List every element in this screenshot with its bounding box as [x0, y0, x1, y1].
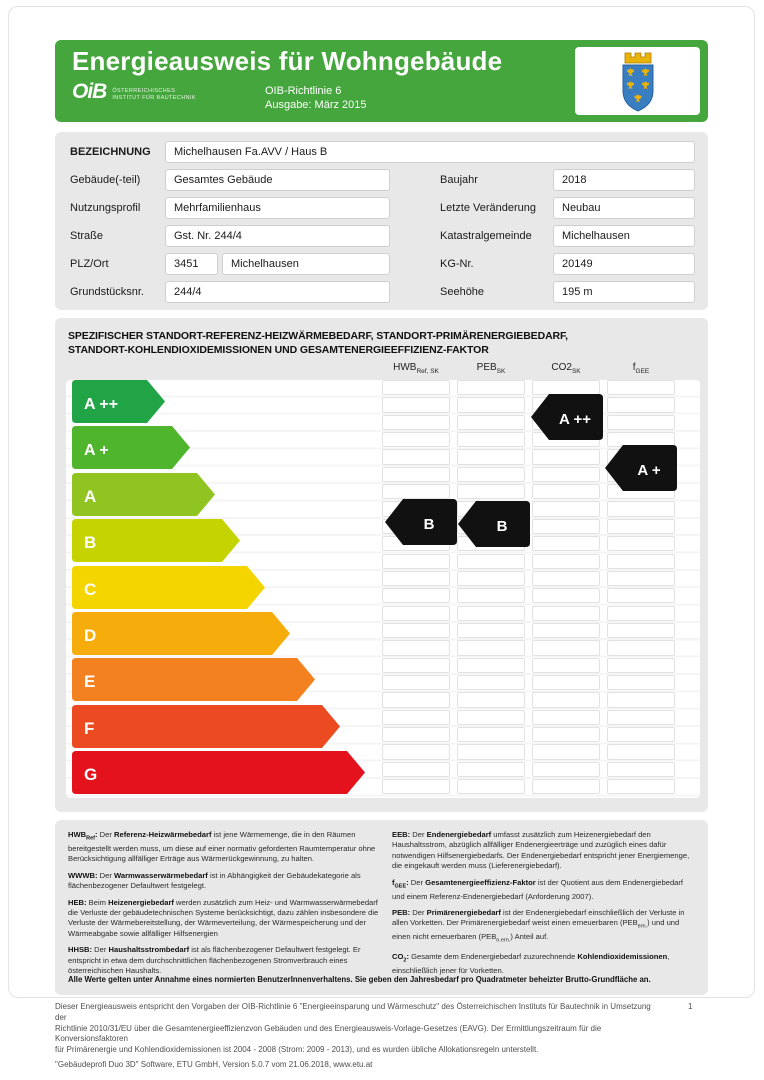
grid-cell: [532, 710, 600, 725]
grid-cell: [532, 640, 600, 655]
energy-rating-chart-panel: [55, 318, 708, 812]
grid-cell: [457, 432, 525, 447]
grid-cell: [532, 623, 600, 638]
grid-cell: [457, 380, 525, 395]
plz-ort-label: PLZ/Ort: [70, 258, 109, 270]
nutzungsprofil-value: Mehrfamilienhaus: [165, 197, 390, 219]
column-header-peb: [457, 362, 525, 375]
grid-cell: [607, 640, 675, 655]
rating-indicator-hwb-ref-sk: [385, 499, 457, 545]
baujahr-label: Baujahr: [440, 174, 478, 186]
grid-cell: [532, 692, 600, 707]
energy-band-A: [72, 473, 215, 516]
grid-cell: [457, 449, 525, 464]
grid-cell: [532, 484, 600, 499]
grid-cell: [532, 727, 600, 742]
grid-cell: [607, 727, 675, 742]
grid-cell: [607, 536, 675, 551]
definition-paragraph: EEB: Der Endenergiebedarf umfasst zusätzlich zum Heizenergiebedarf den Haushaltsstrom, abzüglich allfälliger Endenergieerträge und zuzüglich eines dafür notwendigen Hilfsenergiebedarfs. Der Endenergiebedarf entspricht jener Energiemenge, die eingekauft werden muss (Lieferenergiebedarf).: [392, 830, 690, 871]
grid-cell: [457, 658, 525, 673]
grid-cell: [532, 380, 600, 395]
column-header-peb-main: PEB: [476, 362, 497, 373]
chart-title-line2: STANDORT-KOHLENDIOXIDEMISSIONEN UND GESAMTENERGIEEFFIZIENZ-FAKTOR: [68, 344, 489, 356]
energy-band-E: [72, 658, 315, 701]
grid-cell: [382, 727, 450, 742]
values-note: Alle Werte gelten unter Annahme eines normierten BenutzerInnenverhaltens. Sie geben den Jahresbedarf pro Quadratmeter beheizter Brutto-Grundfläche an.: [68, 975, 651, 984]
seehoehe-label: Seehöhe: [440, 286, 485, 298]
certificate-header: [55, 40, 708, 122]
oib-logo-line2: INSTITUT FÜR BAUTECHNIK: [112, 95, 197, 101]
grid-cell: [607, 519, 675, 534]
grid-cell: [457, 762, 525, 777]
grid-cell: [607, 779, 675, 794]
grid-cell: [607, 397, 675, 412]
grid-cell: [607, 762, 675, 777]
page-number: 1: [688, 1002, 693, 1011]
grid-cell: [382, 606, 450, 621]
gebaeudeteil-value: Gesamtes Gebäude: [165, 169, 390, 191]
definitions-panel: [55, 820, 708, 995]
svg-text:B: B: [423, 516, 435, 533]
grid-cell: [607, 588, 675, 603]
kg-nr-value: 20149: [553, 253, 695, 275]
katastralgemeinde-label: Katastralgemeinde: [440, 230, 532, 242]
grid-cell: [457, 397, 525, 412]
energy-band-A+: [72, 426, 190, 469]
letzte-veraenderung-value: Neubau: [553, 197, 695, 219]
richtlinie-info: [265, 84, 367, 112]
ort-value: Michelhausen: [222, 253, 390, 275]
strasse-value: Gst. Nr. 244/4: [165, 225, 390, 247]
rating-indicator-co2-sk: [531, 394, 603, 440]
grid-cell: [382, 640, 450, 655]
column-header-co2-sub: SK: [571, 368, 581, 375]
lower-austria-coat-of-arms-icon: [615, 49, 661, 113]
grid-cell: [607, 710, 675, 725]
definition-paragraph: $f_{GEE}$: Der Gesamtenergieeffizienz-Faktor ist der Quotient aus dem Endenergiebedarf und einem Referenz-Endenergiebedarf (Anforderung 2007).: [392, 877, 684, 901]
grid-cell: [382, 779, 450, 794]
definition-paragraph: WWWB: Der Warmwasserwärmebedarf ist in Abhängigkeit der Gebäudekategorie als flächenbezogener Defaultwert festgelegt.: [68, 870, 361, 891]
grid-cell: [532, 467, 600, 482]
strasse-label: Straße: [70, 230, 104, 242]
grid-cell: [457, 623, 525, 638]
svg-text:G: G: [84, 765, 98, 784]
svg-text:B: B: [84, 533, 97, 552]
svg-text:A: A: [84, 487, 97, 506]
grid-cell: [382, 467, 450, 482]
definition-paragraph: HEB: Beim Heizenergiebedarf werden zusätzlich zum Heiz- und Warmwasserwärmebedarf die Verluste der gebäudetechnischen Systeme berücksichtigt, dazu zählen insbesondere die Verluste der Wärmebereitstellung, der Wärmeverteilung, der Wärmespeicherung und der Wärmeabgabe sowie allfälliger Hilfsenergien: [68, 897, 379, 938]
grid-cell: [607, 692, 675, 707]
oib-logo-mark: OiB: [72, 80, 107, 103]
grid-cell: [382, 658, 450, 673]
svg-text:F: F: [84, 719, 95, 738]
column-header-peb-sub: SK: [496, 368, 506, 375]
grid-cell: [382, 397, 450, 412]
grid-cell: [607, 606, 675, 621]
richtlinie-line2: Ausgabe: März 2015: [265, 99, 367, 111]
column-header-fgee: [607, 362, 675, 375]
grid-cell: [382, 744, 450, 759]
baujahr-value: 2018: [553, 169, 695, 191]
grid-cell: [532, 449, 600, 464]
grid-cell: [532, 658, 600, 673]
oib-logo-caption: [112, 88, 196, 102]
svg-text:B: B: [496, 518, 508, 535]
grid-cell: [457, 554, 525, 569]
letzte-veraenderung-label: Letzte Veränderung: [440, 202, 537, 214]
grid-cell: [382, 449, 450, 464]
grid-cell: [607, 658, 675, 673]
bezeichnung-label: BEZEICHNUNG: [70, 146, 151, 158]
svg-text:D: D: [84, 626, 97, 645]
definition-paragraph: $CO_2$: Gesamte dem Endenergiebedarf zuzurechnende Kohlendioxidemissionen, einschließlich jener für Vorketten.: [392, 952, 670, 976]
grid-cell: [457, 710, 525, 725]
energy-band-F: [72, 705, 340, 748]
footer-line3: für Primärenergie und Kohlendioxidemissionen ist 2004 - 2008 (Strom: 2009 - 2013), und es wurden übliche Allokationsregeln unterstellt.: [55, 1045, 539, 1055]
grid-cell: [607, 675, 675, 690]
oib-logo-line1: ÖSTERREICHISCHES: [112, 88, 176, 94]
svg-text:A ++: A ++: [84, 396, 119, 413]
grid-cell: [382, 588, 450, 603]
grid-cell: [457, 606, 525, 621]
grid-cell: [382, 415, 450, 430]
building-info-panel: [55, 132, 708, 310]
gebaeudeteil-label: Gebäude(-teil): [70, 174, 141, 186]
grid-cell: [457, 415, 525, 430]
grid-cell: [457, 484, 525, 499]
svg-text:A +: A +: [637, 462, 661, 479]
footer-line2: Richtlinie 2010/31/EU über die Gesamtenergieeffizienzvon Gebäuden und des Energieausweis-Vorlage-Gesetzes (EAVG). Der Ermittlungszeitraum für die Konversionsfaktoren: [55, 1023, 602, 1044]
grid-cell: [607, 554, 675, 569]
footer-line1: Dieser Energieausweis entspricht den Vorgaben der OIB-Richtlinie 6 "Energieeinsparung und Wärmeschutz" des Österreichischen Instituts für Bautechnik in Umsetzung der: [55, 1002, 651, 1022]
coat-of-arms-box: [575, 47, 700, 115]
definition-paragraph: HHSB: Der Haushaltsstrombedarf ist als flächenbezogener Defaultwert festgelegt. Er entspricht in etwa dem durchschnittlichen flächenbezogenen Stromverbrauch eines österreichischen Haushalts.: [68, 945, 361, 975]
rating-indicator-f-gee: [605, 445, 677, 491]
grid-cell: [382, 710, 450, 725]
definitions-right-column: [392, 830, 697, 983]
grid-cell: [607, 571, 675, 586]
grid-cell: [382, 675, 450, 690]
svg-text:E: E: [84, 672, 96, 691]
grid-cell: [532, 571, 600, 586]
grid-cell: [532, 519, 600, 534]
energy-band-A++: [72, 380, 165, 423]
column-header-hwb-sub: Ref, SK: [416, 368, 439, 375]
column-header-hwb-main: HWB: [393, 362, 417, 373]
definitions-left-column: [68, 830, 380, 982]
grid-cell: [607, 744, 675, 759]
grid-cell: [457, 675, 525, 690]
grid-cell: [382, 623, 450, 638]
svg-text:A ++: A ++: [559, 411, 591, 428]
chart-title-line1: SPEZIFISCHER STANDORT-REFERENZ-HEIZWÄRMEBEDARF, STANDORT-PRIMÄRENERGIEBEDARF,: [68, 330, 569, 342]
grid-cell: [607, 501, 675, 516]
nutzungsprofil-label: Nutzungsprofil: [70, 202, 141, 214]
grid-cell: [607, 380, 675, 395]
grid-cell: [457, 571, 525, 586]
grid-cell: [532, 501, 600, 516]
grid-cell: [457, 467, 525, 482]
definition-paragraph: $HWB_{Ref}$: Der Referenz-Heizwärmebedarf ist jene Wärmemenge, die in den Räumen bereitgestellt werden muss, um diese auf einer normativ geforderten Raumtemperatur ohne Berücksichtigung allfälliger Erträge aus Wärmerückgewinnung, zu halten.: [68, 830, 376, 864]
grid-cell: [532, 606, 600, 621]
grid-cell: [532, 536, 600, 551]
kg-nr-label: KG-Nr.: [440, 258, 474, 270]
svg-text:C: C: [84, 580, 97, 599]
grid-cell: [532, 554, 600, 569]
seehoehe-value: 195 m: [553, 281, 695, 303]
grid-cell: [532, 779, 600, 794]
bezeichnung-value: Michelhausen Fa.AVV / Haus B: [165, 141, 695, 163]
grid-cell: [382, 432, 450, 447]
energy-band-D: [72, 612, 290, 655]
grundstuecksnr-label: Grundstücksnr.: [70, 286, 144, 298]
grid-cell: [532, 762, 600, 777]
rating-scale-plot: [66, 380, 700, 798]
footer-disclaimer: [55, 1002, 655, 1071]
column-header-fgee-main: f: [632, 362, 636, 373]
grid-cell: [532, 588, 600, 603]
grid-cell: [457, 727, 525, 742]
grid-cell: [382, 484, 450, 499]
grid-cell: [607, 623, 675, 638]
grid-cell: [382, 380, 450, 395]
grid-cell: [457, 640, 525, 655]
energy-band-B: [72, 519, 240, 562]
grid-cell: [382, 692, 450, 707]
grid-cell: [607, 415, 675, 430]
svg-text:A +: A +: [84, 442, 109, 459]
grid-cell: [532, 675, 600, 690]
column-header-co2-main: CO2: [551, 362, 572, 373]
grid-cell: [457, 779, 525, 794]
plz-value: 3451: [165, 253, 218, 275]
grid-cell: [382, 762, 450, 777]
column-header-co2: [532, 362, 600, 375]
oib-logo: [72, 82, 196, 102]
definition-paragraph: PEB: Der Primärenergiebedarf ist der Endenergiebedarf einschließlich der Verluste in allen Vorketten. Der Primärenergiebedarf weist einen erneuerbaren $(PEB_{ern.})$ und und einen nicht erneuerbaren $(PEB_{n.ern.})$ Anteil auf.: [392, 907, 685, 944]
katastralgemeinde-value: Michelhausen: [553, 225, 695, 247]
energy-band-G: [72, 751, 365, 794]
grid-cell: [382, 571, 450, 586]
column-header-fgee-sub: GEE: [635, 368, 650, 375]
grid-cell: [457, 588, 525, 603]
grid-cell: [457, 744, 525, 759]
rating-indicator-peb-sk: [458, 501, 530, 547]
grundstuecksnr-value: 244/4: [165, 281, 390, 303]
grid-cell: [382, 554, 450, 569]
richtlinie-line1: OIB-Richtlinie 6: [265, 85, 342, 97]
software-credit: "Gebäudeprofi Duo 3D" Software, ETU GmbH, Version 5.0.7 vom 21.06.2018, www.etu.at: [55, 1059, 373, 1069]
column-header-hwb: [382, 362, 450, 375]
grid-cell: [532, 744, 600, 759]
grid-cell: [457, 692, 525, 707]
energy-band-C: [72, 566, 265, 609]
page-title: Energieausweis für Wohngebäude: [72, 46, 503, 76]
